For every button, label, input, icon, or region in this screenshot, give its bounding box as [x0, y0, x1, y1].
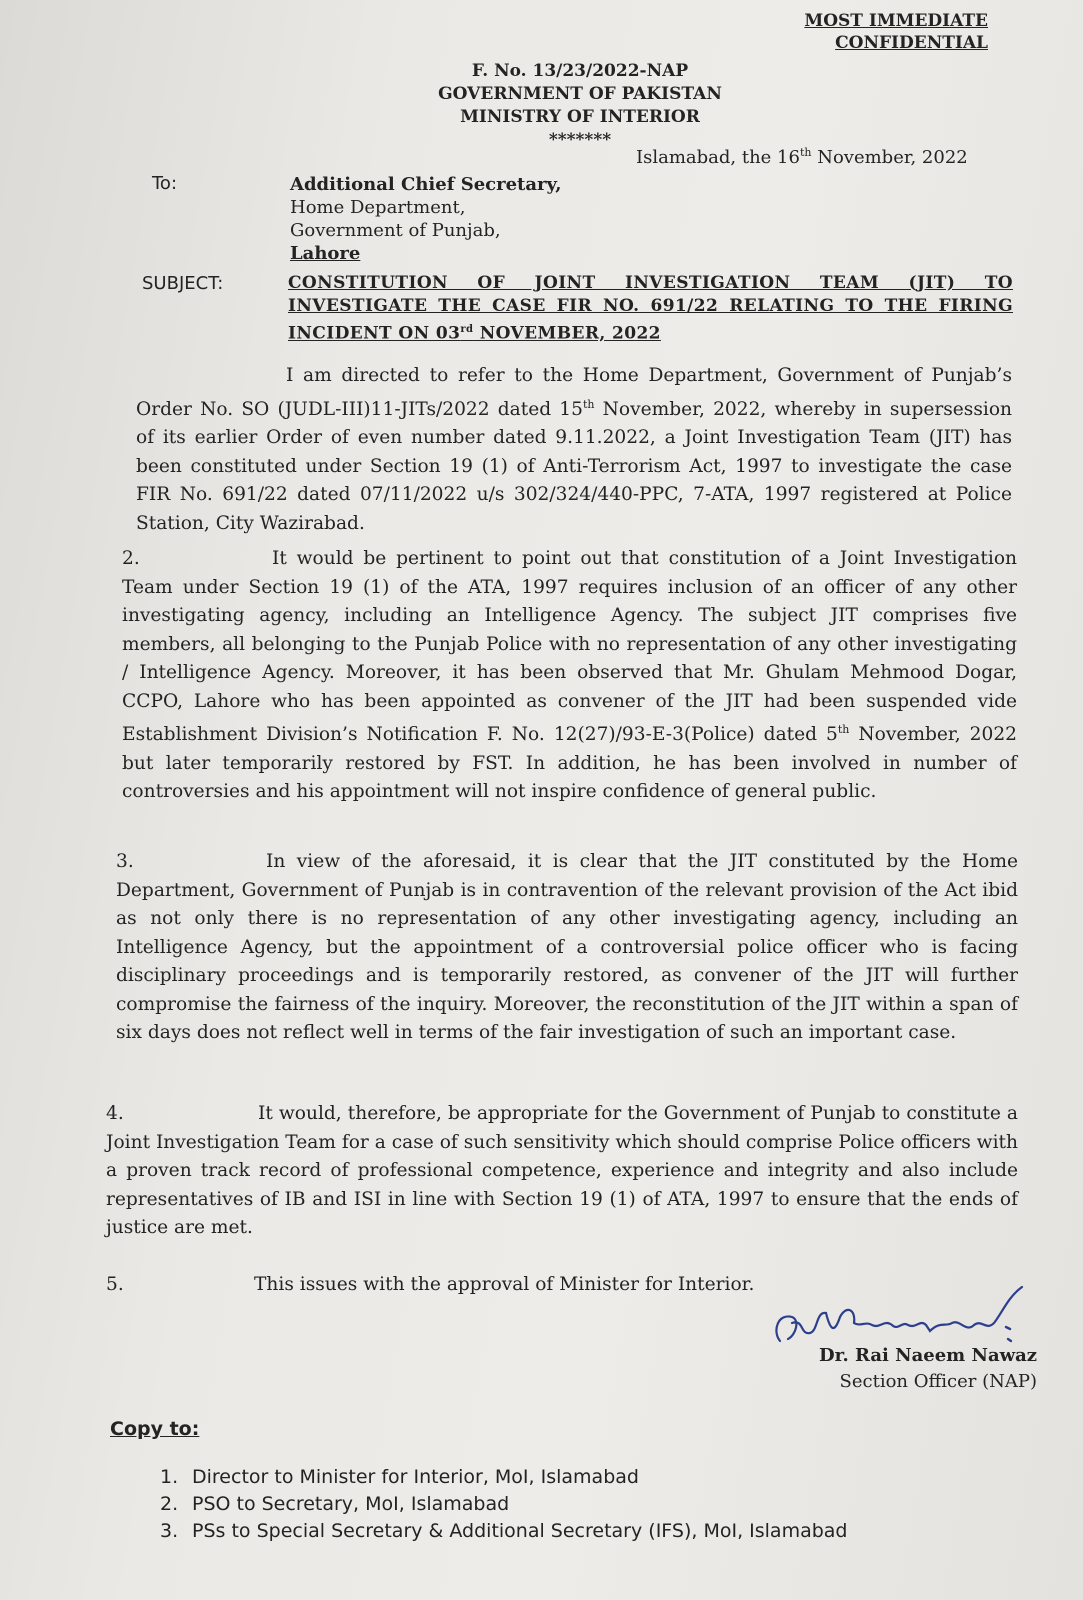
- copy-item-number: 1.: [160, 1466, 179, 1488]
- date-sup: th: [799, 146, 812, 159]
- separator-stars: *******: [548, 130, 612, 150]
- addressee-title: Additional Chief Secretary,: [290, 174, 562, 195]
- list-item: [160, 1518, 847, 1545]
- p3-number: 3.: [116, 851, 134, 872]
- copy-to-label: Copy to:: [110, 1418, 200, 1440]
- subject-label: SUBJECT:: [142, 273, 224, 294]
- copy-item-number: 3.: [160, 1520, 179, 1542]
- date-prefix: Islamabad, the 16: [636, 147, 800, 168]
- copy-item-text: PSs to Special Secretary & Additional Secretary (IFS), MoI, Islamabad: [192, 1520, 848, 1542]
- copy-item-number: 2.: [160, 1493, 179, 1515]
- p4-text: It would, therefore, be appropriate for the Government of Punjab to constitute a Joint Investigation Team for a case of such sensitivity which should comprise Police officers with a proven track record of professional competence, experience and integrity and also include representatives of IB and ISI in line with Section 19 (1) of ATA, 1997 to ensure that the ends of justice are met.: [106, 1103, 1018, 1238]
- addressee-department: Home Department,: [290, 197, 466, 218]
- p3-text: In view of the aforesaid, it is clear that the JIT constituted by the Home Department, Government of Punjab is in contravention of the relevant provision of the Act ibid as not only there is no representation of any other investigating agency, including an Intelligence Agency, but the appointment of a controversial police officer who is facing disciplinary proceedings and is temporarily restored, as convener of the JIT will further compromise the fairness of the inquiry. Moreover, the reconstitution of the JIT within a span of six days does not reflect well in terms of the fair investigation of such an important case.: [116, 851, 1018, 1043]
- list-item: [160, 1464, 847, 1491]
- paragraph-1: [136, 362, 1012, 538]
- list-item: [160, 1491, 847, 1518]
- copy-item-text: Director to Minister for Interior, MoI, Islamabad: [192, 1466, 639, 1488]
- p1-text-a: I am directed to refer to the Home Department, Government of Punjab’s Order No. SO (JUDL-III)11-JITs/2022 dated 15: [136, 365, 1012, 420]
- ministry-name: MINISTRY OF INTERIOR: [460, 107, 700, 127]
- signatory-block: [819, 1343, 1037, 1395]
- p1-sup: th: [582, 397, 595, 411]
- subject-main: CONSTITUTION OF JOINT INVESTIGATION TEAM (JIT) TO INVESTIGATE THE CASE FIR NO. 691/22 RELATING TO THE FIRING INCIDENT ON 03: [288, 273, 1013, 344]
- priority-marking: [804, 10, 988, 54]
- p4-number: 4.: [106, 1103, 124, 1124]
- letterhead: [0, 60, 1083, 152]
- to-label: To:: [152, 173, 178, 194]
- p1-text-b: November, 2022, whereby in supersession of its earlier Order of even number dated 9.11.2022, a Joint Investigation Team (JIT) has been constituted under Section 19 (1) of Anti-Terrorism Act, 1997 to investigate the case FIR No. 691/22 dated 07/11/2022 u/s 302/324/440-PPC, 7-ATA, 1997 registered at Police Station, City Wazirabad.: [136, 398, 1012, 534]
- paragraph-3: [116, 848, 1018, 1048]
- p5-number: 5.: [106, 1274, 124, 1295]
- date-suffix: November, 2022: [811, 147, 968, 168]
- classification-text: CONFIDENTIAL: [835, 33, 988, 53]
- paragraph-4: [106, 1100, 1018, 1243]
- copy-to-list: [160, 1464, 847, 1545]
- addressee-city: Lahore: [290, 243, 361, 264]
- p2-number: 2.: [122, 548, 140, 569]
- p2-sup: th: [837, 723, 850, 736]
- subject-sup: rd: [460, 324, 474, 335]
- addressee-block: [290, 173, 562, 265]
- priority-text: MOST IMMEDIATE: [804, 11, 988, 31]
- signatory-name: Dr. Rai Naeem Nawaz: [819, 1345, 1037, 1366]
- subject-end: NOVEMBER, 2022: [473, 323, 661, 344]
- file-number: F. No. 13/23/2022-NAP: [471, 61, 689, 81]
- signatory-designation: Section Officer (NAP): [839, 1371, 1037, 1392]
- p5-text: This issues with the approval of Minister for Interior.: [254, 1274, 755, 1295]
- addressee-government: Government of Punjab,: [290, 220, 501, 241]
- government-name: GOVERNMENT OF PAKISTAN: [438, 84, 722, 104]
- p2-text-a: It would be pertinent to point out that constitution of a Joint Investigation Team under Section 19 (1) of the ATA, 1997 requires inclusion of an officer of any other investigating agency, including an Intelligence Agency. The subject JIT comprises five members, all belonging to the Punjab Police with no representation of any other investigating / Intelligence Agency. Moreover, it has been observed that Mr. Ghulam Mehmood Dogar, CCPO, Lahore who has been appointed as convener of the JIT had been suspended vide Establishment Division’s Notification F. No. 12(27)/93-E-3(Police) dated 5: [122, 548, 1017, 746]
- p2-text-b: November, 2022 but later temporarily restored by FST. In addition, he has been involved in number of controversies and his appointment will not inspire confidence of general public.: [122, 724, 1017, 803]
- copy-item-text: PSO to Secretary, MoI, Islamabad: [192, 1493, 510, 1515]
- paragraph-2: [122, 545, 1017, 807]
- dateline: [636, 146, 968, 168]
- subject-text: [288, 272, 1013, 346]
